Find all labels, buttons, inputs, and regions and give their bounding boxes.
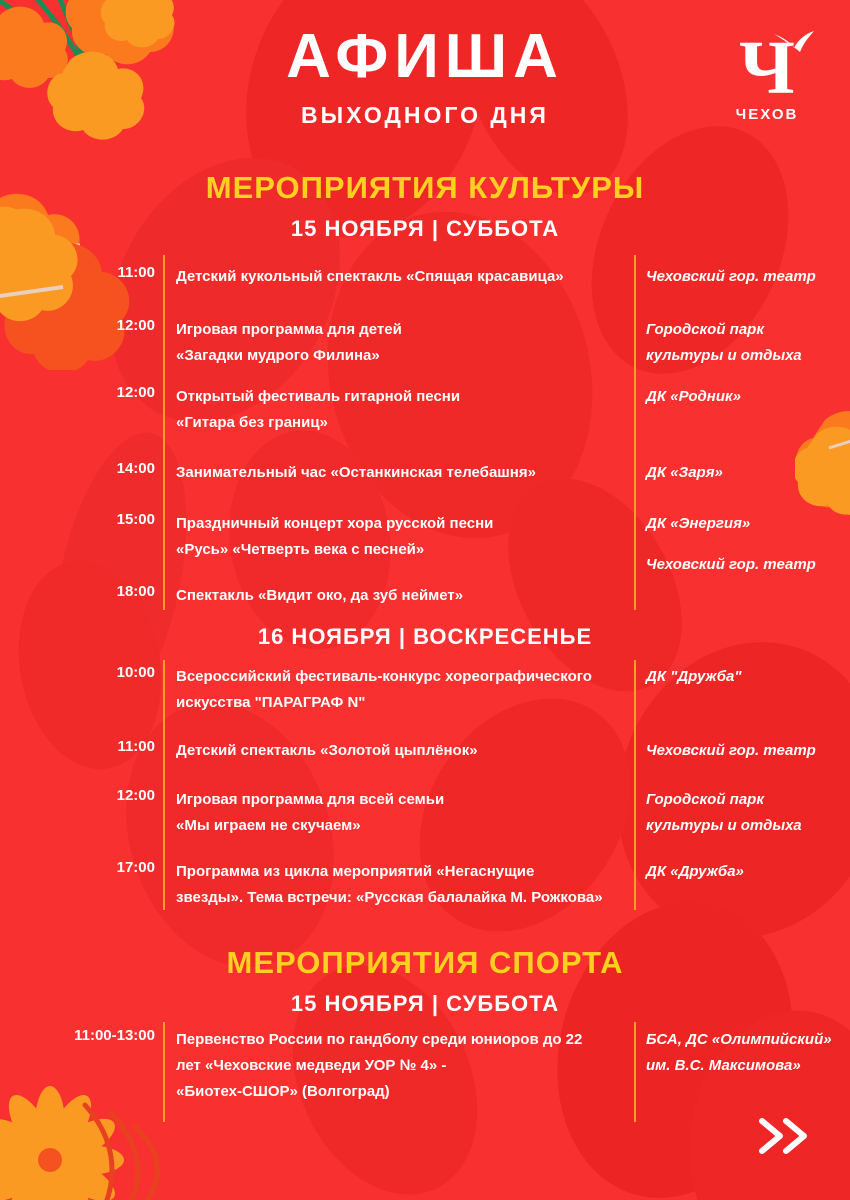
event-venue: ДК «Дружба» [646,863,744,880]
event-name: Занимательный час «Останкинская телебашня» [176,464,536,481]
event-venue: Городской парк культуры и отдыха [646,791,802,834]
column-divider-left-sport [163,1022,165,1122]
event-time: 10:00 [116,664,155,681]
double-chevron-right-icon [756,1115,814,1162]
section-sport-title-block [0,945,850,1017]
seagull-icon [772,30,816,61]
column-divider-left-sun [163,660,165,910]
event-venue: БСА, ДС «Олимпийский» им. В.С. Максимова» [646,1031,832,1074]
column-divider-left-sat [163,255,165,610]
day-title-sunday-culture: 16 НОЯБРЯ | ВОСКРЕСЕНЬЕ [257,624,593,649]
event-time: 11:00 [117,738,155,755]
event-venue: ДК «Родник» [646,388,741,405]
event-venue: Чеховский гор. театр [646,556,816,573]
event-venue: Чеховский гор. театр [646,742,816,759]
logo-letter: Ч [739,26,795,110]
logo-text: ЧЕХОВ [735,106,799,123]
event-time: 18:00 [116,583,155,600]
event-name: Первенство России по гандболу среди юниоров до 22 лет «Чеховские медведи УОР № 4» - «Биотех-СШОР» (Волгоград) [176,1031,583,1100]
event-name: Детский спектакль «Золотой цыплёнок» [176,742,478,759]
event-name: Открытый фестиваль гитарной песни «Гитара без границ» [176,388,461,431]
event-venue: ДК "Дружба" [646,668,742,685]
event-time: 12:00 [116,317,155,334]
event-name: Всероссийский фестиваль-конкурс хореографического искусства "ПАРАГРАФ N" [176,668,592,711]
column-divider-right-sat [634,255,636,610]
event-venue: ДК «Заря» [646,464,723,481]
section-title-sport: МЕРОПРИЯТИЯ СПОРТА [226,945,624,980]
page-subtitle: ВЫХОДНОГО ДНЯ [301,102,549,128]
event-name: Игровая программа для детей «Загадки мудрого Филина» [176,321,402,364]
flower-decoration-bottom-left [0,1065,145,1200]
event-name: Детский кукольный спектакль «Спящая красавица» [176,268,564,285]
event-time: 12:00 [116,787,155,804]
event-venue: Городской парк культуры и отдыха [646,321,802,364]
event-time: 14:00 [116,460,155,477]
section-title-culture: МЕРОПРИЯТИЯ КУЛЬТУРЫ [205,170,645,205]
event-name: Игровая программа для всей семьи «Мы играем не скучаем» [176,791,445,834]
event-name: Спектакль «Видит око, да зуб неймет» [176,587,464,604]
day-title-saturday-culture: 15 НОЯБРЯ | СУББОТА [290,216,560,241]
event-time: 11:00 [117,264,155,281]
page-title: АФИША [286,22,564,91]
section-culture-title-block [0,170,850,242]
event-time: 15:00 [116,511,155,528]
event-name: Праздничный концерт хора русской песни «Русь» «Четверть века с песней» [176,515,494,558]
logo-mark [712,26,822,110]
event-time: 12:00 [116,384,155,401]
day-title-block-sunday [0,624,850,650]
event-venue: ДК «Энергия» [646,515,751,532]
day-title-saturday-sport: 15 НОЯБРЯ | СУББОТА [290,991,560,1016]
chekhov-logo [712,26,822,136]
event-time: 17:00 [116,859,155,876]
event-name: Программа из цикла мероприятий «Негаснущие звезды». Тема встречи: «Русская балалайка М. Рожкова» [176,863,603,906]
event-time: 11:00-13:00 [74,1027,155,1044]
event-venue: Чеховский гор. театр [646,268,816,285]
